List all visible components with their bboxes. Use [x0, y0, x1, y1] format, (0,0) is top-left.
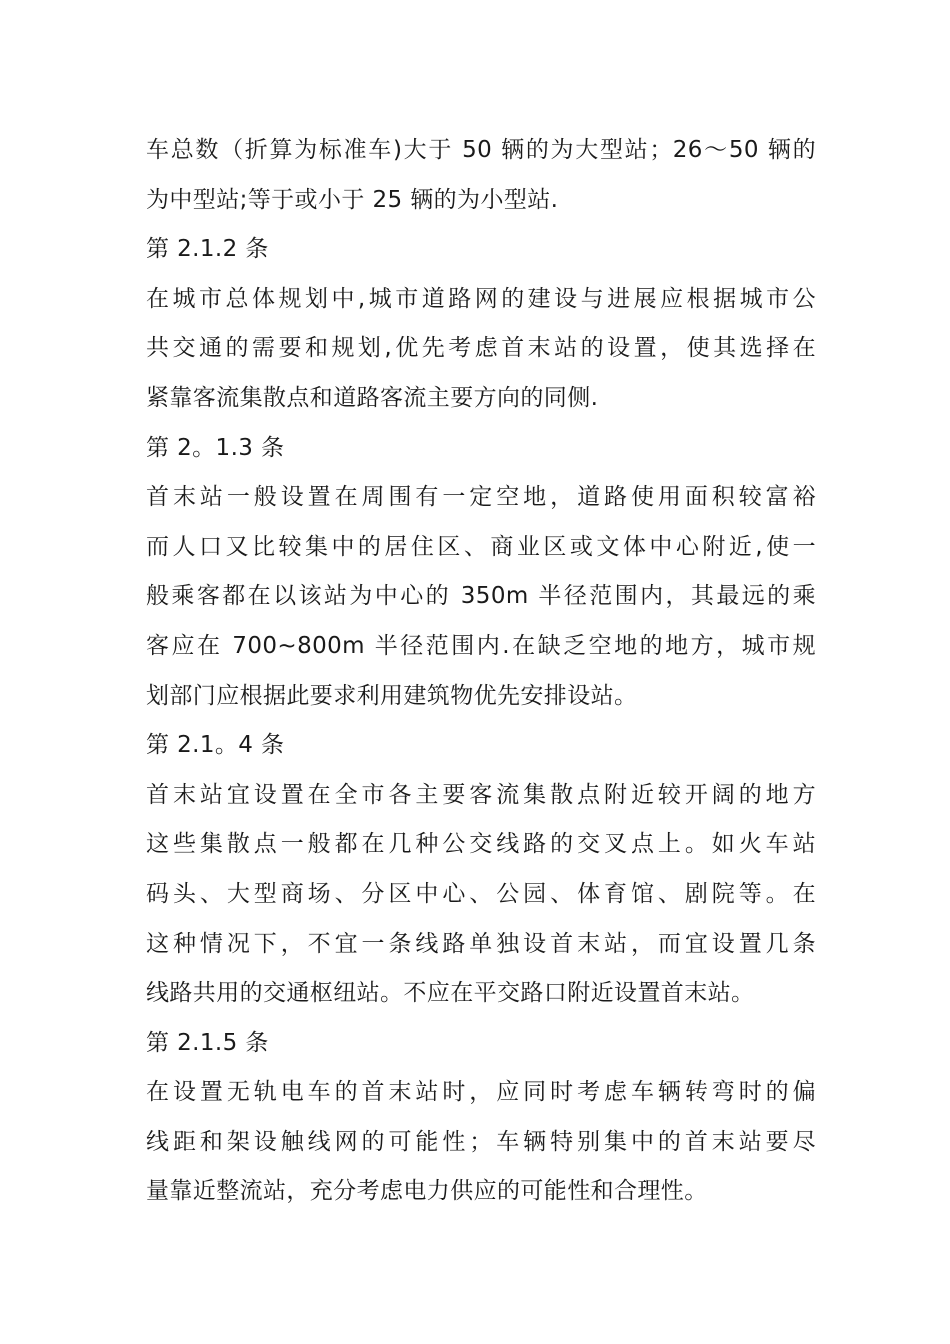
paragraph-line: 车总数（折算为标准车)大于 50 辆的为大型站；26～50 辆的	[146, 137, 816, 163]
paragraph-line: 线路共用的交通枢纽站。不应在平交路口附近设置首末站。	[146, 980, 755, 1007]
paragraph-line: 首末站宜设置在全市各主要客流集散点附近较开阔的地方	[146, 781, 816, 808]
section-heading: 第 2。1.3 条	[146, 434, 285, 461]
paragraph-line: 般乘客都在以该站为中心的 350m 半径范围内，其最远的乘	[146, 583, 816, 610]
paragraph-line: 这些集散点一般都在几种公交线路的交叉点上。如火车站	[146, 831, 816, 858]
paragraph-line: 划部门应根据此要求利用建筑物优先安排设站。	[146, 682, 638, 709]
paragraph-line: 紧靠客流集散点和道路客流主要方向的同侧.	[146, 384, 599, 411]
section-heading: 第 2.1。4 条	[146, 732, 285, 759]
paragraph-line: 而人口又比较集中的居住区、商业区或文体中心附近,使一	[146, 533, 816, 560]
paragraph-line: 这种情况下，不宜一条线路单独设首末站，而宜设置几条	[146, 930, 816, 957]
paragraph-line: 在城市总体规划中,城市道路网的建设与进展应根据城市公	[146, 285, 816, 312]
paragraph-line: 为中型站;等于或小于 25 辆的为小型站.	[146, 186, 559, 213]
paragraph-line: 客应在 700~800m 半径范围内.在缺乏空地的地方，城市规	[146, 632, 816, 659]
section-heading: 第 2.1.2 条	[146, 236, 269, 263]
paragraph-line: 码头、大型商场、分区中心、公园、体育馆、剧院等。在	[146, 880, 816, 907]
paragraph-line: 在设置无轨电车的首末站时，应同时考虑车辆转弯时的偏	[146, 1079, 816, 1106]
paragraph-line: 共交通的需要和规划,优先考虑首末站的设置，使其选择在	[146, 335, 816, 362]
document-body	[146, 126, 816, 1217]
paragraph-line: 线距和架设触线网的可能性；车辆特别集中的首末站要尽	[146, 1128, 816, 1155]
paragraph-line: 量靠近整流站，充分考虑电力供应的可能性和合理性。	[146, 1178, 708, 1205]
paragraph-line: 首末站一般设置在周围有一定空地，道路使用面积较富裕	[146, 484, 816, 511]
section-heading: 第 2.1.5 条	[146, 1029, 269, 1056]
